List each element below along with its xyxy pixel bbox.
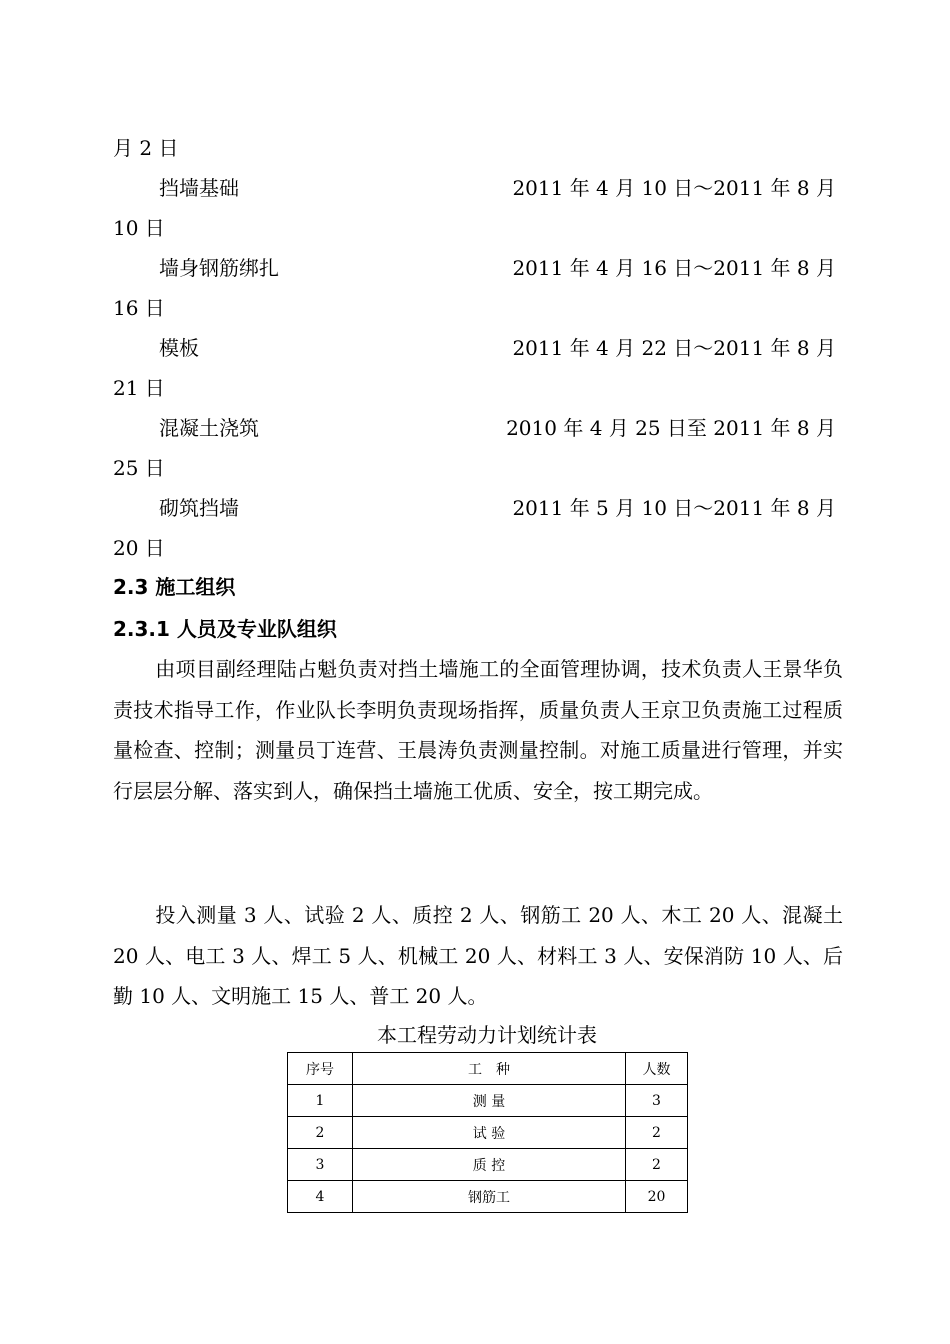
table-row — [288, 1181, 688, 1213]
schedule-item-end: 25 日 — [113, 456, 165, 480]
paragraph-organization — [113, 649, 843, 811]
cell-index: 4 — [288, 1181, 353, 1213]
cell-trade: 钢筋工 — [353, 1181, 626, 1213]
table-row — [288, 1085, 688, 1117]
table-row — [288, 1149, 688, 1181]
section-subheading: 2.3.1 人员及专业队组织 — [113, 617, 337, 641]
header-trade: 工 种 — [353, 1053, 626, 1085]
cell-index: 3 — [288, 1149, 353, 1181]
schedule-item-end: 10 日 — [113, 216, 165, 240]
schedule-item-task: 墙身钢筋绑扎 — [159, 256, 279, 280]
cell-index: 2 — [288, 1117, 353, 1149]
cell-index: 1 — [288, 1085, 353, 1117]
paragraph-staffing-text: 投入测量 3 人、试验 2 人、质控 2 人、钢筋工 20 人、木工 20 人、混凝土 20 人、电工 3 人、焊工 5 人、机械工 20 人、材料工 3 人、安保消防 10 人、后勤 10 人、文明施工 15 人、普工 20 人。 — [113, 903, 843, 1008]
schedule-item-end: 16 日 — [113, 296, 165, 320]
schedule-item-range: 2011 年 4 月 22 日～2011 年 8 月 — [512, 336, 836, 360]
schedule-item-task: 砌筑挡墙 — [159, 496, 239, 520]
header-count: 人数 — [626, 1053, 688, 1085]
schedule-item-range: 2011 年 5 月 10 日～2011 年 8 月 — [512, 496, 836, 520]
cell-trade: 质 控 — [353, 1149, 626, 1181]
cell-count: 2 — [626, 1149, 688, 1181]
cell-count: 3 — [626, 1085, 688, 1117]
cell-count: 2 — [626, 1117, 688, 1149]
schedule-item-task: 挡墙基础 — [159, 176, 239, 200]
cell-count: 20 — [626, 1181, 688, 1213]
labor-plan-table — [287, 1052, 688, 1213]
section-heading: 2.3 施工组织 — [113, 575, 236, 599]
cell-trade: 试 验 — [353, 1117, 626, 1149]
schedule-item-task: 混凝土浇筑 — [159, 416, 259, 440]
schedule-item-end: 21 日 — [113, 376, 165, 400]
table-header-row — [288, 1053, 688, 1085]
schedule-item-range: 2011 年 4 月 16 日～2011 年 8 月 — [512, 256, 836, 280]
schedule-item-range: 2011 年 4 月 10 日～2011 年 8 月 — [512, 176, 836, 200]
schedule-item-range: 2010 年 4 月 25 日至 2011 年 8 月 — [506, 416, 836, 440]
schedule-lead-fragment: 月 2 日 — [113, 136, 179, 160]
paragraph-organization-text: 由项目副经理陆占魁负责对挡土墙施工的全面管理协调，技术负责人王景华负责技术指导工作，作业队长李明负责现场指挥，质量负责人王京卫负责施工过程质量检查、控制；测量员丁连营、王晨涛负责测量控制。对施工质量进行管理，并实行层层分解、落实到人，确保挡土墙施工优质、安全，按工期完成。 — [113, 657, 843, 803]
cell-trade: 测 量 — [353, 1085, 626, 1117]
table-row — [288, 1117, 688, 1149]
table-title: 本工程劳动力计划统计表 — [377, 1023, 597, 1047]
schedule-item-end: 20 日 — [113, 536, 165, 560]
header-index: 序号 — [288, 1053, 353, 1085]
schedule-item-task: 模板 — [159, 336, 199, 360]
paragraph-staffing — [113, 895, 843, 1017]
